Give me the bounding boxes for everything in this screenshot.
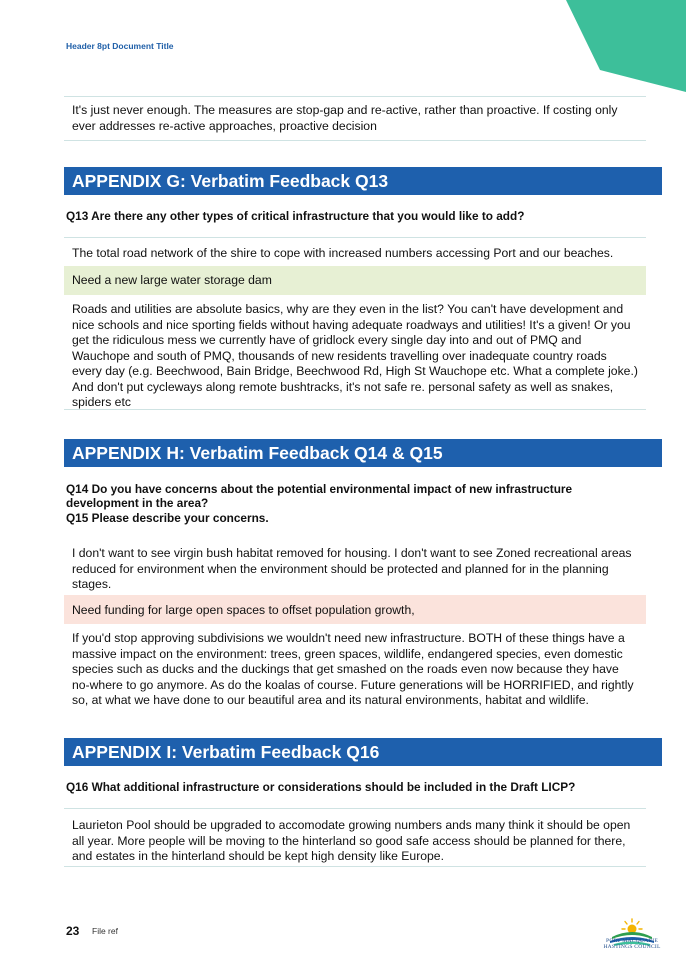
appendix-i-heading: APPENDIX I: Verbatim Feedback Q16 xyxy=(64,738,662,766)
document-header-title: Header 8pt Document Title xyxy=(66,41,174,51)
q14-response-1: I don't want to see virgin bush habitat removed for housing. I don't want to see Zoned recreational areas reduced for environment when the environment should be protected and planned for in the planning stages. xyxy=(72,546,632,591)
appendix-h-heading: APPENDIX H: Verbatim Feedback Q14 & Q15 xyxy=(64,439,662,467)
q13-response-2: Need a new large water storage dam xyxy=(64,266,646,295)
file-ref: File ref xyxy=(92,926,118,936)
intro-response: It's just never enough. The measures are stop-gap and re-active, rather than proactive. If costing only ever addresses re-active approaches, proactive decision xyxy=(64,96,646,141)
q16-question: Q16 What additional infrastructure or considerations should be included in the Draft LICP? xyxy=(66,780,576,794)
appendix-g-heading: APPENDIX G: Verbatim Feedback Q13 xyxy=(64,167,662,195)
q14-response-2: Need funding for large open spaces to offset population growth, xyxy=(64,595,646,624)
q14-response-3: If you'd stop approving subdivisions we wouldn't need new infrastructure. BOTH of these things have a massive impact on the environment: trees, green spaces, wildlife, endangered species, even domestic species such as ducks and the duckings that get smashed on the roads even now because they have no-where to go anymore. As do the koalas of course. Future generations will be HORRIFIED, and rightly so, at what we have done to our beautiful area and its natural environments, habitat and wildlife. xyxy=(72,631,634,707)
q13-response-1: The total road network of the shire to cope with increased numbers accessing Port and our beaches. xyxy=(64,237,646,266)
q13-response-3: Roads and utilities are absolute basics, why are they even in the list? You can't have development and nice schools and nice sporting fields without having adequate roadways and utilities! It's a given! Or you get the ridiculous mess we currently have of gridlock every single day into and out of PMQ and Wauchope and south of PMQ, thousands of new residents travelling over inadequate country roads every day (e.g. Beechwood, Bain Bridge, Beechwood Rd, High St Wauchope etc. What a complete joke.) And don't put cycleways along remote bushtracks, it's not safe re. personal safety as well as snakes, spiders etc xyxy=(64,295,646,410)
q15-question: Q15 Please describe your concerns. xyxy=(66,511,269,525)
q14-question: Q14 Do you have concerns about the potential environmental impact of new infrastructure development in the area? xyxy=(66,482,573,510)
q13-question: Q13 Are there any other types of critical infrastructure that you would like to add? xyxy=(66,209,525,223)
corner-decoration xyxy=(566,0,686,92)
council-logo-text: PORT MACQUARIE HASTINGS COUNCIL xyxy=(603,938,661,951)
q16-response-1: Laurieton Pool should be upgraded to accomodate growing numbers ands many think it should be open all year. More people will be moving to the hinterland so good safe access should be planned for there, and estates in the hinterland should be kept high density like Europe. xyxy=(64,808,646,867)
page-number: 23 xyxy=(66,924,80,938)
